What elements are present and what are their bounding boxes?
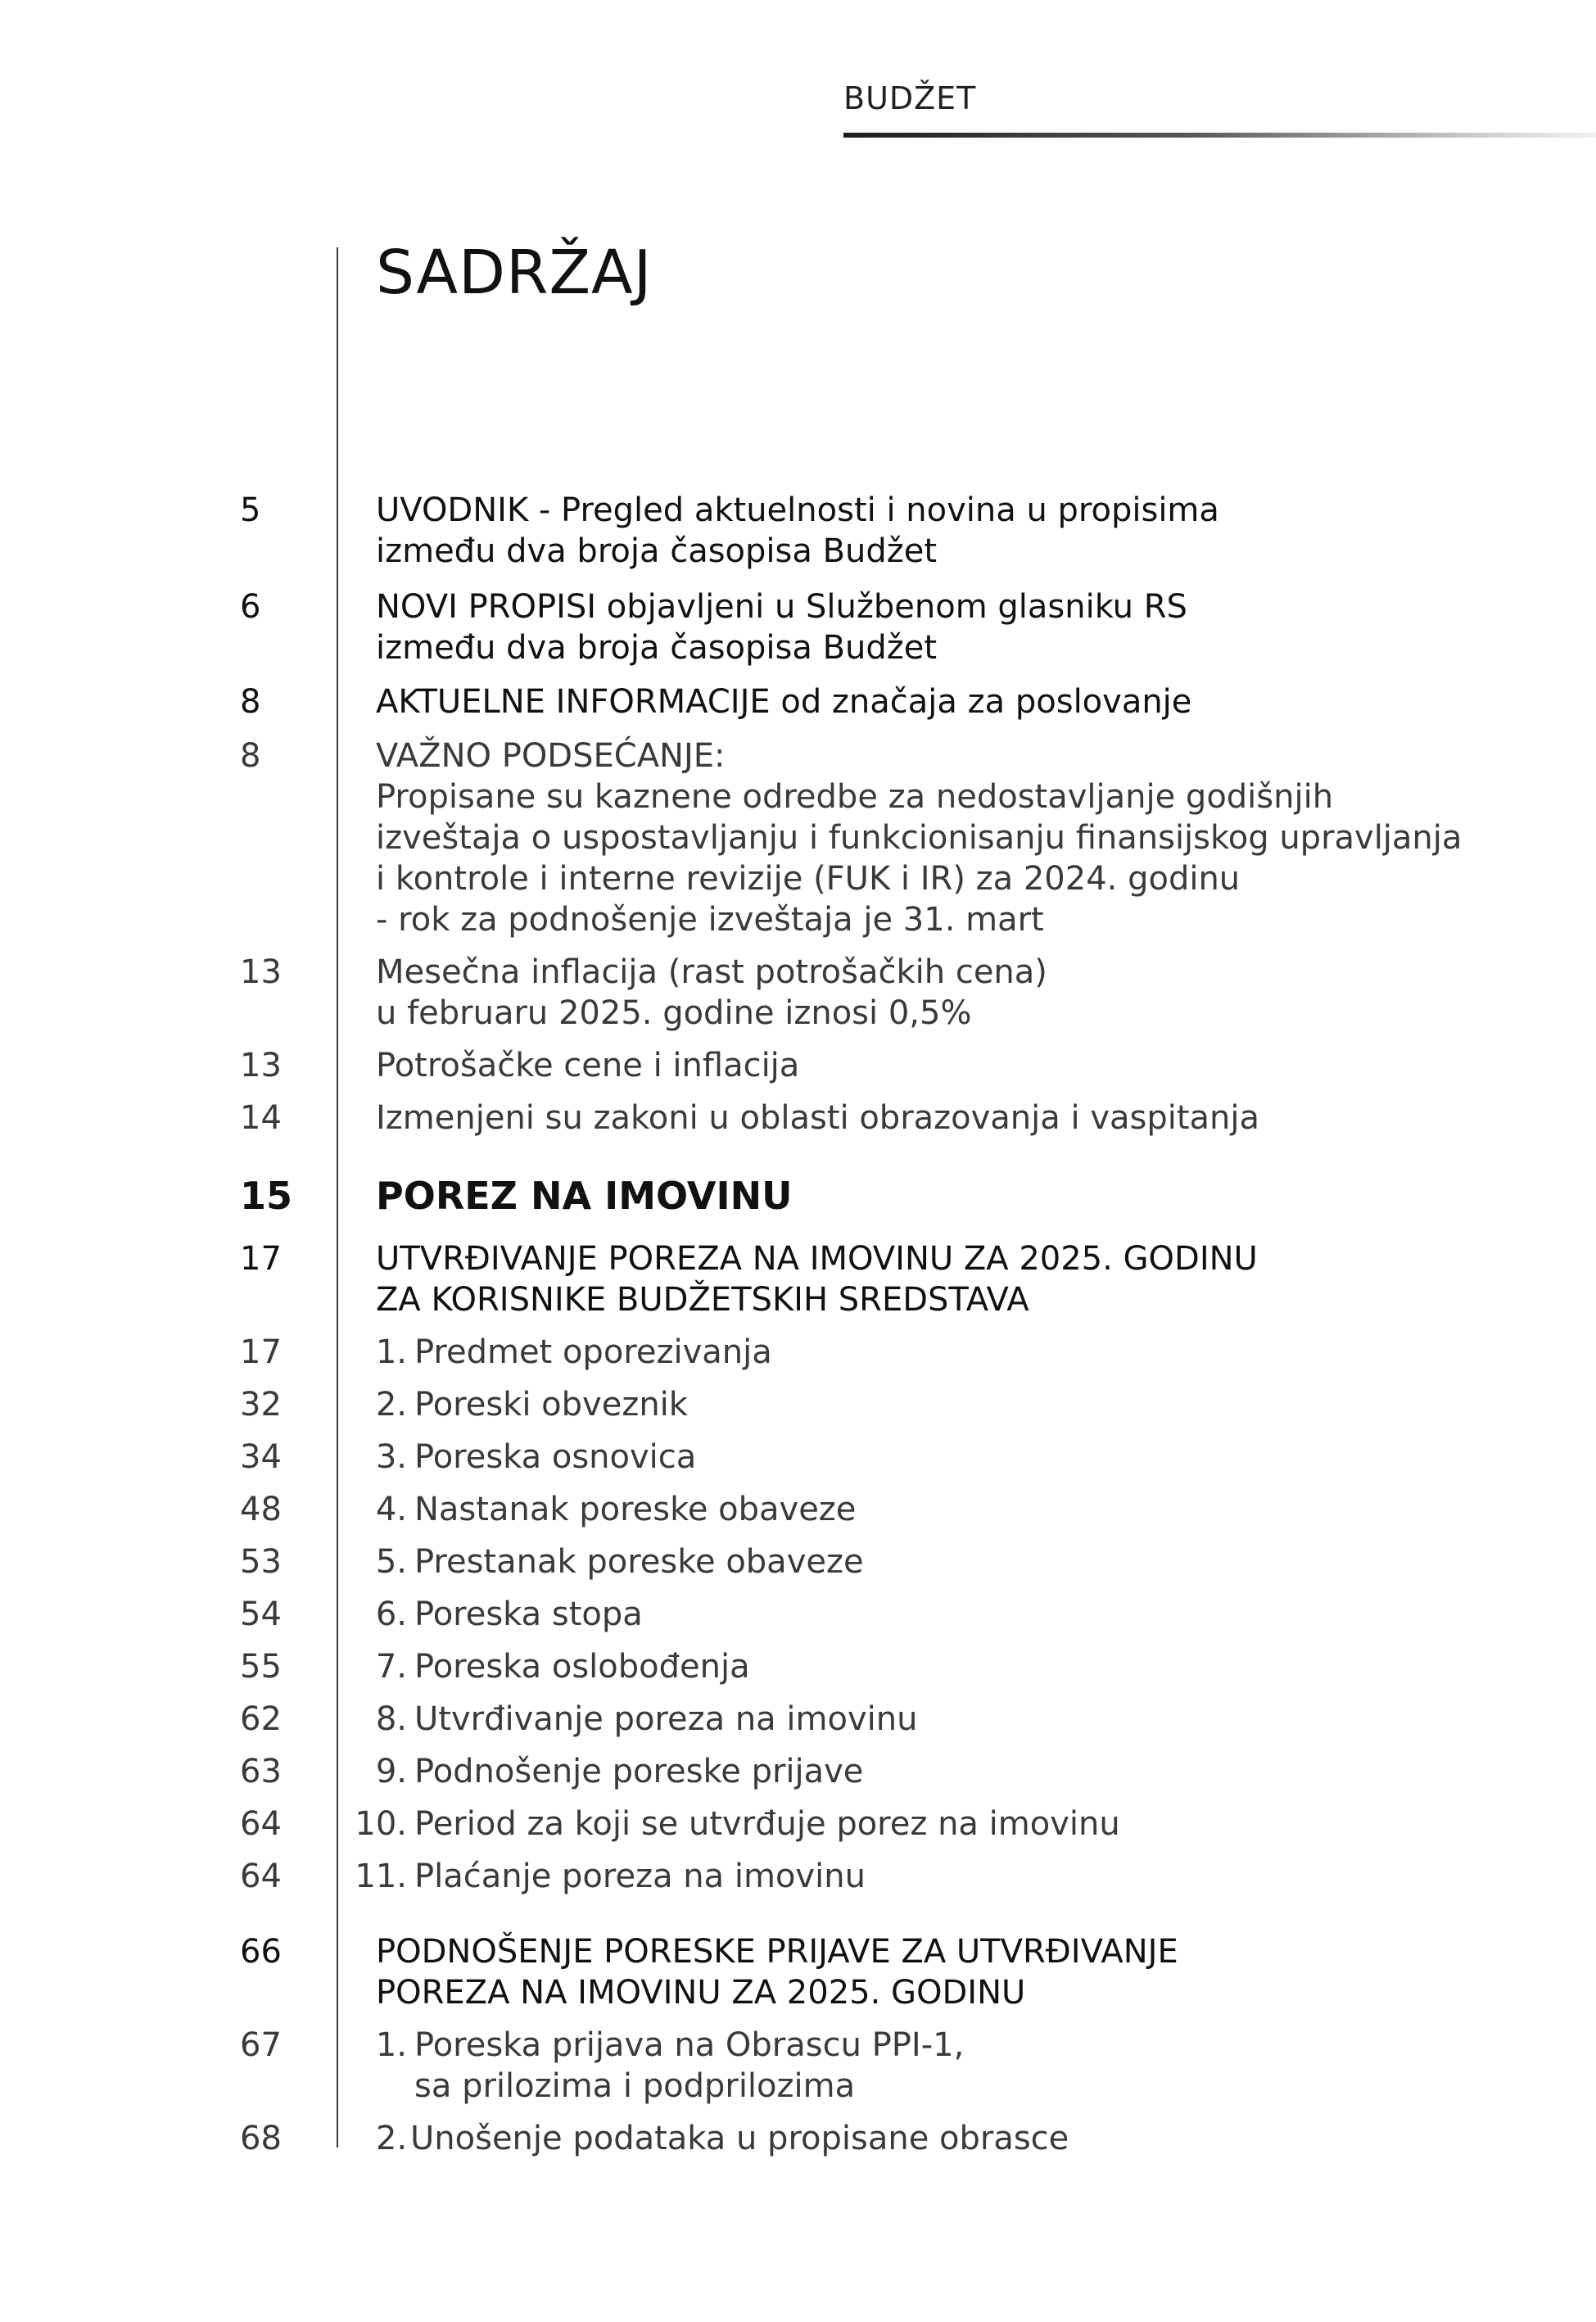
running-header: BUDŽET bbox=[843, 80, 977, 116]
toc-entry-line: UVODNIK - Pregled aktuelnosti i novina u propisima bbox=[376, 491, 1219, 529]
toc-item-label: Plaćanje poreza na imovinu bbox=[414, 1858, 866, 1895]
toc-item-index: 5. bbox=[375, 1543, 407, 1581]
toc-page-number: 17 bbox=[240, 1240, 282, 1278]
toc-entry-line: Mesečna inflacija (rast potrošačkih cena) bbox=[376, 953, 1047, 991]
toc-entry-line: Propisane su kaznene odredbe za nedostavljanje godišnjih bbox=[376, 778, 1334, 816]
toc-entry-line: Izmenjeni su zakoni u oblasti obrazovanja i vaspitanja bbox=[376, 1099, 1260, 1137]
toc-page-number: 53 bbox=[240, 1543, 282, 1581]
toc-item-label: Period za koji se utvrđuje porez na imovinu bbox=[414, 1805, 1120, 1843]
toc-section-title: POREZ NA IMOVINU bbox=[376, 1174, 793, 1218]
toc-item-index: 10. bbox=[355, 1805, 407, 1843]
toc-item-label: Poreska osnovica bbox=[414, 1438, 697, 1476]
toc-page-number: 66 bbox=[240, 1933, 282, 1971]
toc-page-number: 68 bbox=[240, 2120, 282, 2157]
toc-item-label: Poreska stopa bbox=[414, 1596, 643, 1633]
toc-page-number: 34 bbox=[240, 1438, 282, 1476]
toc-item-label: Utvrđivanje poreza na imovinu bbox=[414, 1700, 918, 1738]
toc-page-number: 64 bbox=[240, 1858, 282, 1895]
toc-page-number: 8 bbox=[240, 683, 261, 721]
toc-entry-line: u februaru 2025. godine iznosi 0,5% bbox=[376, 994, 972, 1032]
toc-page-number: 62 bbox=[240, 1700, 282, 1738]
toc-item-index: 7. bbox=[375, 1648, 407, 1686]
toc-item-label: Poreska prijava na Obrascu PPI-1, bbox=[414, 2026, 965, 2064]
toc-page-number: 13 bbox=[240, 953, 282, 991]
toc-item-index: 4. bbox=[375, 1491, 407, 1528]
toc-page-number: 63 bbox=[240, 1753, 282, 1790]
toc-page-number: 48 bbox=[240, 1491, 282, 1528]
toc-item-index: 3. bbox=[375, 1438, 407, 1476]
toc-page-number: 13 bbox=[240, 1047, 282, 1084]
toc-part-line: ZA KORISNIKE BUDŽETSKIH SREDSTAVA bbox=[376, 1281, 1029, 1319]
toc-entry-line: NOVI PROPISI objavljeni u Službenom glasniku RS bbox=[376, 588, 1187, 626]
toc-item-label: sa prilozima i podprilozima bbox=[414, 2067, 856, 2105]
toc-item-label: Predmet oporezivanja bbox=[414, 1333, 772, 1371]
toc-page-number: 14 bbox=[240, 1099, 282, 1137]
toc-item-index: 1. bbox=[375, 1333, 407, 1371]
toc-item-index: 2. bbox=[375, 1386, 407, 1424]
toc-part-line: POREZA NA IMOVINU ZA 2025. GODINU bbox=[376, 1974, 1026, 2012]
toc-item-label: Nastanak poreske obaveze bbox=[414, 1491, 857, 1528]
toc-page-number: 67 bbox=[240, 2026, 282, 2064]
toc-item-label: Poreska oslobođenja bbox=[414, 1648, 750, 1686]
toc-entry-line: izveštaja o uspostavljanju i funkcionisanju finansijskog upravljanja bbox=[376, 819, 1463, 857]
toc-title: SADRŽAJ bbox=[376, 238, 653, 308]
toc-page-number: 6 bbox=[240, 588, 261, 626]
toc-entry-line: VAŽNO PODSEĆANJE: bbox=[376, 737, 726, 775]
toc-entry-line: - rok za podnošenje izveštaja je 31. mart bbox=[376, 901, 1044, 939]
toc-page-number: 17 bbox=[240, 1333, 282, 1371]
toc-item-index: 9. bbox=[375, 1753, 407, 1790]
toc-page-number: 55 bbox=[240, 1648, 282, 1686]
toc-item-label: Poreski obveznik bbox=[414, 1386, 688, 1424]
toc-part-line: UTVRĐIVANJE POREZA NA IMOVINU ZA 2025. GODINU bbox=[376, 1240, 1258, 1278]
toc-page-number: 32 bbox=[240, 1386, 282, 1424]
header-rule bbox=[843, 133, 1596, 138]
toc-item-index: 11. bbox=[355, 1858, 407, 1895]
toc-entry-line: između dva broja časopisa Budžet bbox=[376, 532, 938, 570]
toc-item-label: Unošenje podataka u propisane obrasce bbox=[410, 2120, 1069, 2157]
toc-part-line: PODNOŠENJE PORESKE PRIJAVE ZA UTVRĐIVANJE bbox=[376, 1933, 1178, 1971]
toc-divider-line bbox=[337, 247, 338, 2148]
toc-page-number: 5 bbox=[240, 491, 261, 529]
toc-entry-line: između dva broja časopisa Budžet bbox=[376, 629, 938, 667]
toc-page-number: 54 bbox=[240, 1596, 282, 1633]
toc-item-label: Prestanak poreske obaveze bbox=[414, 1543, 864, 1581]
toc-item-index: 1. bbox=[375, 2026, 407, 2064]
toc-entry-line: Potrošačke cene i inflacija bbox=[376, 1047, 800, 1084]
toc-item-index: 8. bbox=[375, 1700, 407, 1738]
toc-item-label: Podnošenje poreske prijave bbox=[414, 1753, 864, 1790]
toc-page-number: 8 bbox=[240, 737, 261, 775]
toc-item-index: 6. bbox=[375, 1596, 407, 1633]
toc-page-number: 15 bbox=[240, 1174, 293, 1218]
toc-entry-line: i kontrole i interne revizije (FUK i IR) za 2024. godinu bbox=[376, 860, 1241, 898]
toc-entry-line: AKTUELNE INFORMACIJE od značaja za poslovanje bbox=[376, 683, 1192, 721]
toc-item-index: 2. bbox=[376, 2120, 408, 2157]
toc-page-number: 64 bbox=[240, 1805, 282, 1843]
